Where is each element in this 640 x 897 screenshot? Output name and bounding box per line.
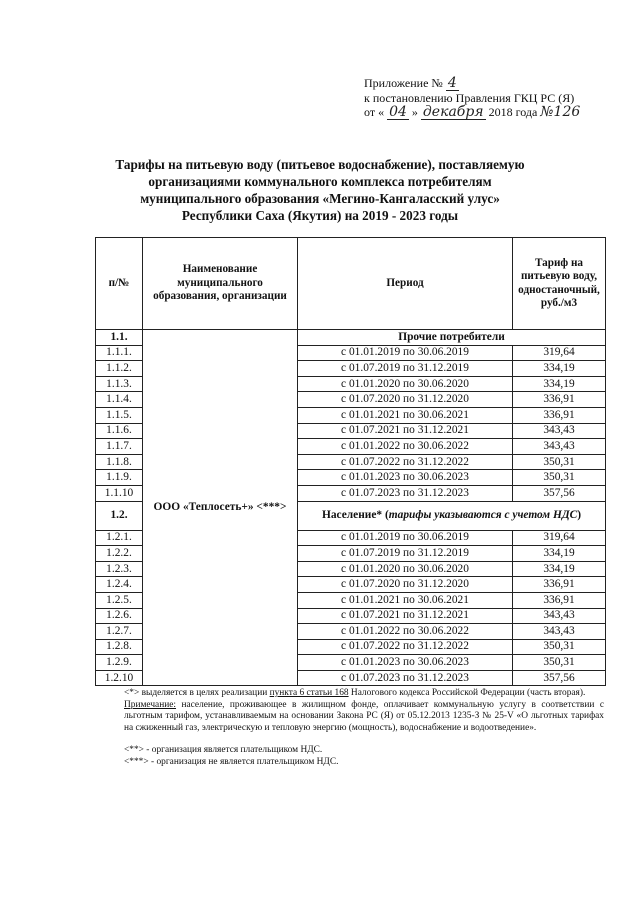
- row-period: с 01.01.2020 по 30.06.2020: [298, 376, 513, 392]
- row-period: с 01.07.2023 по 31.12.2023: [298, 485, 513, 501]
- row-num: 1.1.5.: [96, 407, 143, 423]
- row-period: с 01.01.2020 по 30.06.2020: [298, 561, 513, 577]
- date-day-handwritten: 04: [389, 104, 407, 120]
- row-tariff: 343,43: [513, 608, 606, 624]
- row-period: с 01.01.2019 по 30.06.2019: [298, 345, 513, 361]
- title-line-3: муниципального образования «Мегино-Кангаласский улус»: [140, 191, 500, 206]
- row-tariff: 336,91: [513, 392, 606, 408]
- section-label-italic: тарифы указываются с учетом НДС: [388, 509, 578, 522]
- row-period: с 01.01.2019 по 30.06.2019: [298, 530, 513, 546]
- row-num: 1.1.8.: [96, 454, 143, 470]
- section-label: Прочие потребители: [298, 330, 606, 346]
- appendix-line-2: к постановлению Правления ГКЦ РС (Я): [364, 91, 575, 105]
- date-open-quote: от «: [364, 105, 385, 119]
- row-tariff: 334,19: [513, 546, 606, 562]
- row-num: 1.2.9.: [96, 655, 143, 671]
- row-tariff: 350,31: [513, 470, 606, 486]
- resolution-number-handwritten: №126: [540, 104, 581, 120]
- note-vat-suffix: Налогового кодекса Российской Федерации (часть вторая).: [348, 688, 586, 698]
- row-period: с 01.01.2022 по 30.06.2022: [298, 439, 513, 455]
- title-line-1: Тарифы на питьевую воду (питьевое водоснабжение), поставляемую: [115, 157, 525, 172]
- row-period: с 01.07.2019 по 31.12.2019: [298, 361, 513, 377]
- row-tariff: 350,31: [513, 655, 606, 671]
- row-num: 1.1.1.: [96, 345, 143, 361]
- row-num: 1.2.4.: [96, 577, 143, 593]
- header-tariff: Тариф на питьевую воду, одностаночный, руб./м3: [513, 238, 606, 330]
- organization-cell: ООО «Теплосеть+» <***>: [143, 330, 298, 686]
- row-tariff: 343,43: [513, 423, 606, 439]
- row-num: 1.1.7.: [96, 439, 143, 455]
- note-remark-text: население, проживающее в жилищном фонде, оплачивает коммунальную услугу в соответствии с льготным тарифом, устанавливаемым на основании Закона РС (Я) от 05.12.2013 1235-З № 25-V «О льготных тарифах на сжиженный газ, электрическую и тепловую энергию (мощность), водоснабжение и водоотведение».: [124, 699, 604, 733]
- row-period: с 01.01.2021 по 30.06.2021: [298, 407, 513, 423]
- section-num: 1.2.: [96, 501, 143, 530]
- row-tariff: 336,91: [513, 592, 606, 608]
- section-label: [298, 501, 606, 530]
- row-period: с 01.07.2020 по 31.12.2020: [298, 392, 513, 408]
- row-period: с 01.07.2022 по 31.12.2022: [298, 454, 513, 470]
- row-period: с 01.07.2020 по 31.12.2020: [298, 577, 513, 593]
- header-period: Период: [298, 238, 513, 330]
- note-vat-payer: <**> - организация является плательщиком НДС.: [124, 745, 323, 756]
- date-year: 2018 года: [488, 105, 538, 119]
- row-period: с 01.07.2023 по 31.12.2023: [298, 670, 513, 686]
- row-period: с 01.07.2022 по 31.12.2022: [298, 639, 513, 655]
- row-num: 1.2.3.: [96, 561, 143, 577]
- row-tariff: 334,19: [513, 361, 606, 377]
- row-tariff: 350,31: [513, 639, 606, 655]
- appendix-block: [364, 76, 624, 120]
- appendix-label: Приложение №: [364, 76, 443, 90]
- row-period: с 01.07.2021 по 31.12.2021: [298, 423, 513, 439]
- row-tariff: 336,91: [513, 407, 606, 423]
- row-num: 1.1.2.: [96, 361, 143, 377]
- row-tariff: 336,91: [513, 577, 606, 593]
- row-num: 1.2.8.: [96, 639, 143, 655]
- title-line-4: Республики Саха (Якутия) на 2019 - 2023 годы: [181, 208, 459, 223]
- appendix-line-1: [364, 76, 624, 91]
- row-tariff: 343,43: [513, 439, 606, 455]
- row-tariff: 334,19: [513, 561, 606, 577]
- appendix-number-handwritten: 4: [447, 75, 457, 91]
- table-body: [96, 330, 606, 686]
- note-remark-label: Примечание:: [124, 699, 177, 710]
- row-tariff: 319,64: [513, 345, 606, 361]
- row-tariff: 343,43: [513, 624, 606, 640]
- section-label-plain: Население* (: [321, 509, 389, 522]
- row-period: с 01.01.2023 по 30.06.2023: [298, 470, 513, 486]
- row-num: 1.1.4.: [96, 392, 143, 408]
- row-period: с 01.07.2019 по 31.12.2019: [298, 546, 513, 562]
- row-tariff: 350,31: [513, 454, 606, 470]
- row-num: 1.1.3.: [96, 376, 143, 392]
- note-vat-prefix: <*> выделяется в целях реализации: [124, 688, 270, 698]
- note-non-vat-payer: <***> - организация не является плательщиком НДС.: [124, 756, 339, 767]
- row-num: 1.2.6.: [96, 608, 143, 624]
- row-num: 1.1.10: [96, 485, 143, 501]
- header-name: Наименование муниципального образования, организации: [143, 238, 298, 330]
- row-period: с 01.01.2023 по 30.06.2023: [298, 655, 513, 671]
- header-num: п/№: [96, 238, 143, 330]
- row-num: 1.2.10: [96, 670, 143, 686]
- tariff-table: [95, 237, 606, 686]
- section-num: 1.1.: [96, 330, 143, 346]
- document-title: [90, 156, 550, 224]
- table-header-row: [96, 238, 606, 330]
- row-tariff: 334,19: [513, 376, 606, 392]
- row-num: 1.2.1.: [96, 530, 143, 546]
- row-tariff: 357,56: [513, 670, 606, 686]
- row-tariff: 357,56: [513, 485, 606, 501]
- date-month-handwritten: декабря: [422, 104, 484, 120]
- row-num: 1.2.7.: [96, 624, 143, 640]
- row-tariff: 319,64: [513, 530, 606, 546]
- section-label-close: ): [577, 509, 581, 522]
- section-row-1: [96, 330, 606, 346]
- row-num: 1.1.9.: [96, 470, 143, 486]
- row-period: с 01.01.2022 по 30.06.2022: [298, 624, 513, 640]
- row-num: 1.2.5.: [96, 592, 143, 608]
- footnotes: [124, 688, 604, 769]
- row-period: с 01.01.2021 по 30.06.2021: [298, 592, 513, 608]
- appendix-line-3: [364, 105, 624, 120]
- row-num: 1.2.2.: [96, 546, 143, 562]
- note-remark: [124, 700, 604, 735]
- title-line-2: организациями коммунального комплекса потребителям: [148, 174, 492, 189]
- note-vat: [124, 688, 604, 700]
- date-close-quote: »: [411, 105, 418, 119]
- row-period: с 01.07.2021 по 31.12.2021: [298, 608, 513, 624]
- row-num: 1.1.6.: [96, 423, 143, 439]
- tax-code-link[interactable]: пункта 6 статьи 168: [269, 688, 349, 698]
